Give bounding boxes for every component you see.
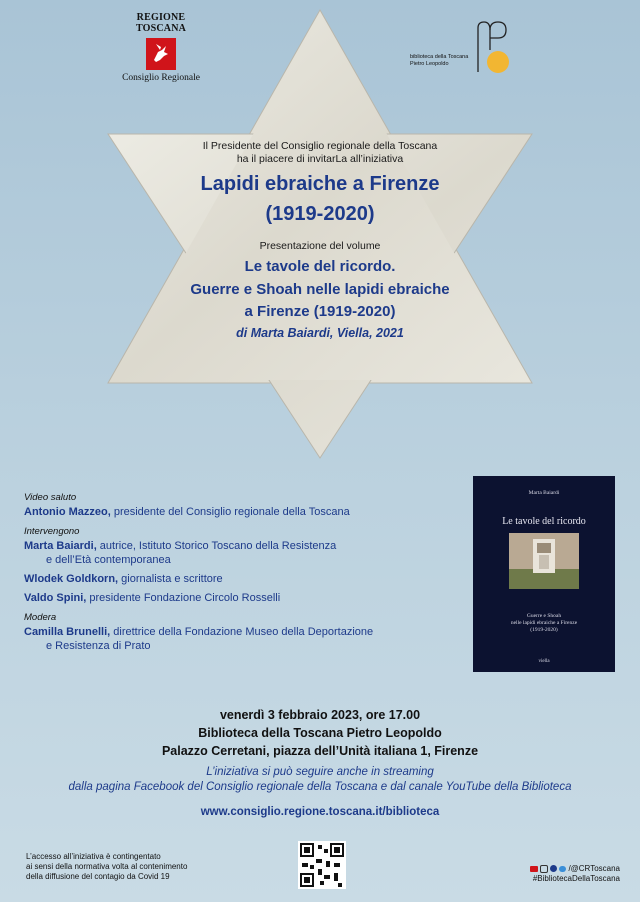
covid-line-2: ai sensi della normativa volta al contenimento: [26, 862, 188, 871]
speaker-name: Wlodek Goldkorn,: [24, 573, 119, 585]
streaming-line-1: L’iniziativa si può seguire anche in streaming: [206, 766, 434, 778]
speaker-desc: autrice, Istituto Storico Toscano della Resistenza: [96, 540, 337, 552]
speaker-desc: presidente del Consiglio regionale della Toscana: [110, 506, 350, 518]
social-handle-row: [470, 864, 620, 874]
book-title-1: Le tavole del ricordo.: [244, 258, 396, 275]
speaker-name: Camilla Brunelli,: [24, 626, 111, 638]
hashtag: #BibliotecaDellaToscana: [532, 874, 620, 883]
logo-council-name: Consiglio Regionale: [122, 73, 200, 83]
facebook-icon[interactable]: [550, 865, 557, 872]
library-emblem-icon: [472, 20, 516, 80]
cover-publisher: viella: [538, 659, 550, 664]
library-name-line2: Pietro Leopoldo: [410, 61, 449, 67]
cover-title: Le tavole del ricordo: [502, 516, 586, 527]
event-details: [0, 706, 640, 760]
invite-intro-1: Il Presidente del Consiglio regionale della Toscana: [202, 140, 438, 152]
speaker-row: [24, 539, 444, 553]
covid-line-1: L’accesso all’iniziativa è contingentato: [26, 852, 161, 861]
speaker-desc-cont: e Resistenza di Prato: [46, 640, 151, 652]
youtube-icon[interactable]: [530, 866, 538, 872]
presentation-label: Presentazione del volume: [259, 240, 381, 252]
covid-notice: [26, 852, 266, 882]
library-name-line1: biblioteca della Toscana: [410, 54, 469, 60]
cover-author: Marta Baiardi: [528, 490, 560, 496]
speaker-desc: presidente Fondazione Circolo Rosselli: [86, 592, 281, 604]
cover-subtitle-3: (1919-2020): [530, 627, 558, 633]
event-venue: Biblioteca della Toscana Pietro Leopoldo: [198, 726, 442, 740]
role-moderator: Modera: [24, 612, 57, 623]
speaker-name: Antonio Mazzeo,: [24, 506, 111, 518]
regione-toscana-logo: [112, 12, 210, 83]
role-video-greeting: Video saluto: [24, 492, 77, 503]
streaming-info: [0, 765, 640, 795]
book-title-3: a Firenze (1919-2020): [244, 303, 396, 320]
website-link[interactable]: www.consiglio.regione.toscana.it/biblioteca: [200, 806, 440, 818]
book-cover: [473, 476, 615, 672]
speaker-desc-cont: e dell’Età contemporanea: [46, 554, 171, 566]
event-address: Palazzo Cerretani, piazza dell’Unità italiana 1, Firenze: [161, 744, 479, 758]
social-block: [470, 864, 620, 884]
covid-line-3: della diffusione del contagio da Covid 19: [26, 872, 170, 881]
book-author: di Marta Baiardi, Viella, 2021: [236, 326, 404, 340]
streaming-line-2: dalla pagina Facebook del Consiglio regionale della Toscana e dal canale YouTube della Biblioteca: [68, 781, 572, 793]
pegasus-shield-icon: [146, 38, 176, 70]
qr-code-icon[interactable]: [298, 841, 346, 889]
speaker-desc: giornalista e scrittore: [118, 573, 223, 585]
event-title: Lapidi ebraiche a Firenze: [200, 173, 440, 195]
book-title-2: Guerre e Shoah nelle lapidi ebraiche: [190, 281, 450, 298]
cover-subtitle: [473, 613, 615, 634]
twitter-icon[interactable]: [559, 866, 566, 872]
speaker-name: Marta Baiardi,: [24, 540, 97, 552]
event-date: venerdì 3 febbraio 2023, ore 17.00: [219, 708, 421, 722]
cover-subtitle-2: nelle lapidi ebraiche a Firenze: [510, 620, 578, 626]
speaker-name: Valdo Spini,: [24, 592, 87, 604]
social-handle[interactable]: /@CRToscana: [568, 864, 620, 873]
role-speakers: Intervengono: [24, 526, 80, 537]
cover-photo: [509, 533, 579, 589]
speaker-row: [24, 625, 444, 639]
speakers-list: [24, 491, 444, 653]
speaker-desc: direttrice della Fondazione Museo della Deportazione: [110, 626, 374, 638]
logo-region-name: REGIONE TOSCANA: [135, 12, 187, 34]
event-title-years: (1919-2020): [265, 203, 375, 225]
speaker-row: [24, 591, 444, 605]
instagram-icon[interactable]: [540, 865, 548, 873]
speaker-row: [24, 572, 444, 586]
library-logo-text: [410, 54, 468, 68]
speaker-row: [24, 505, 444, 519]
cover-subtitle-1: Guerre e Shoah: [526, 613, 562, 619]
invite-intro-2: ha il piacere di invitarLa all’iniziativa: [236, 153, 404, 165]
